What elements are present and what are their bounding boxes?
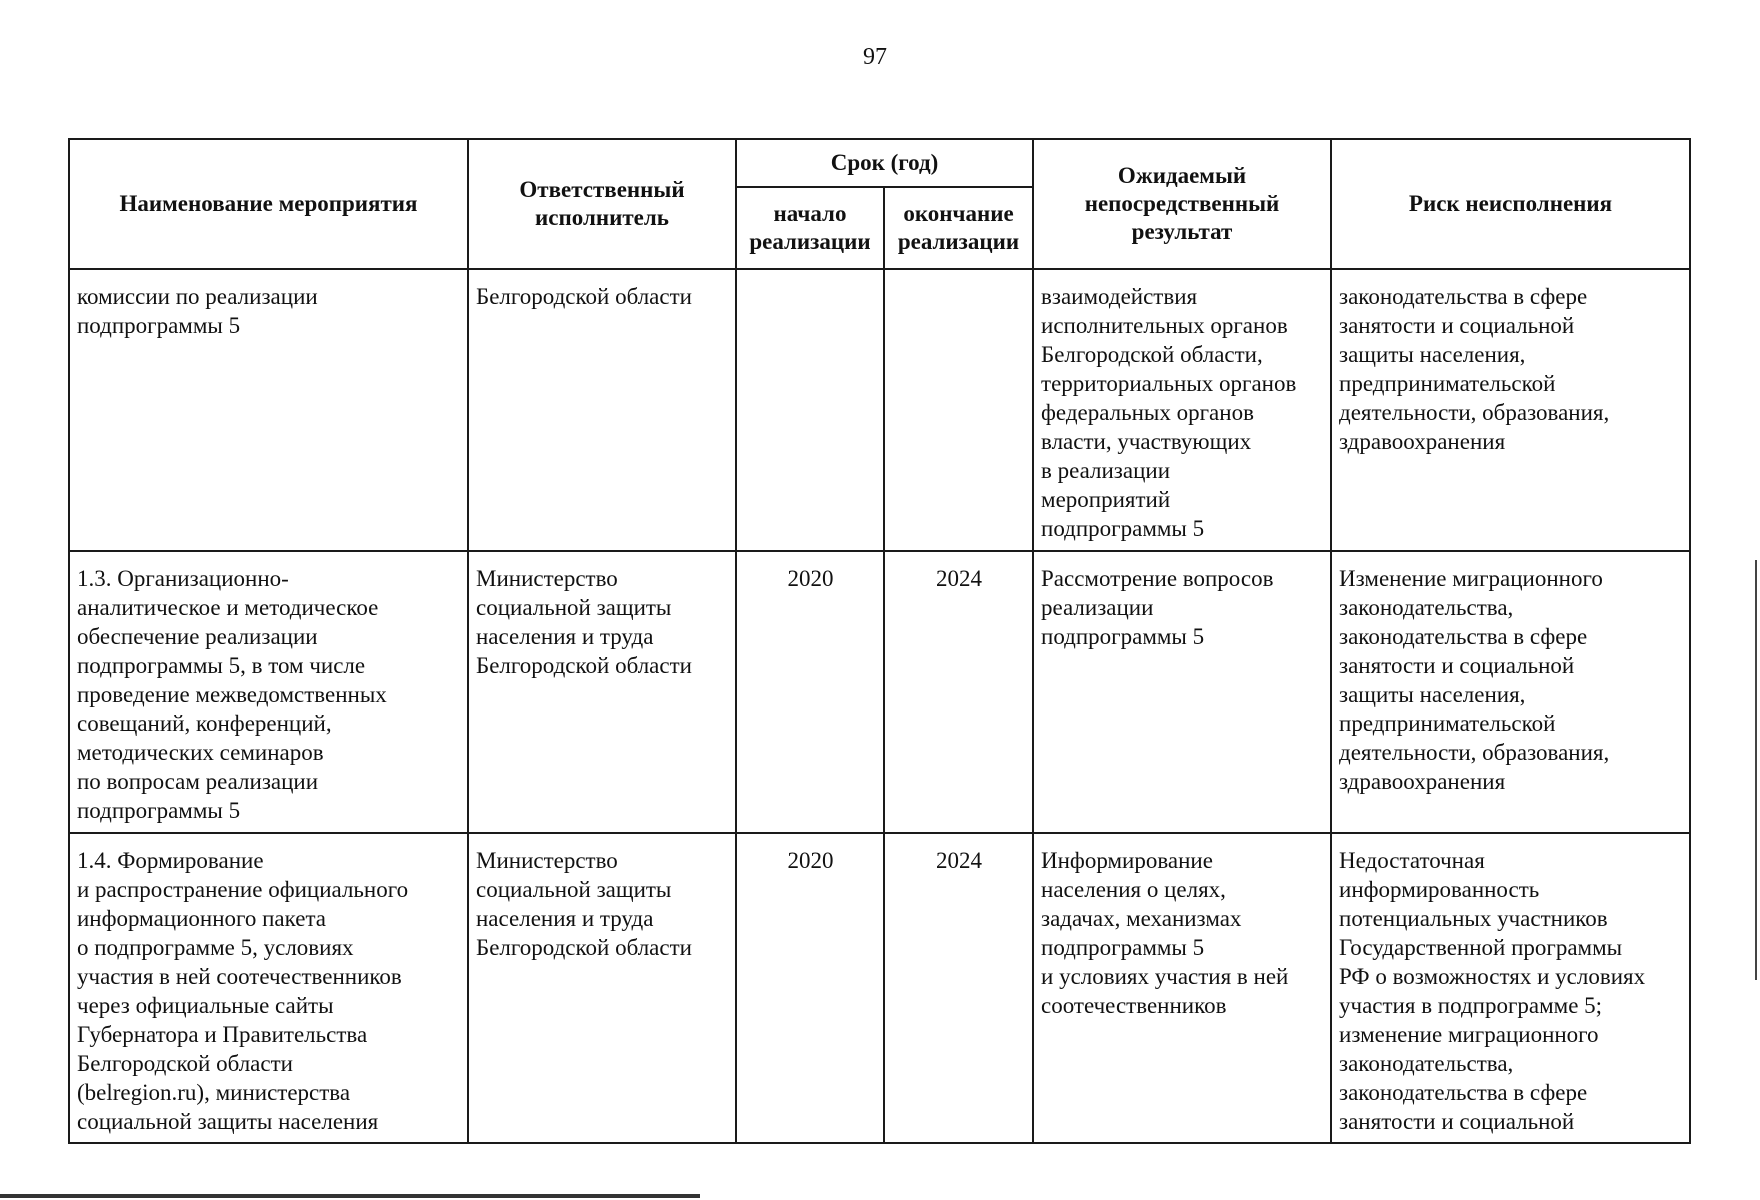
text-line: законодательства в сфере (1339, 624, 1588, 649)
text-line: комиссии по реализации (77, 284, 318, 309)
text-line: предпринимательской (1339, 711, 1556, 736)
table-row (69, 269, 1690, 551)
text-line: аналитическое и методическое (77, 595, 379, 620)
text-line: подпрограммы 5 (1041, 935, 1205, 960)
events-table (68, 138, 1691, 1144)
header-line: Срок (год) (830, 150, 939, 175)
cell-result (1033, 833, 1331, 1143)
text-line: подпрограммы 5 (1041, 624, 1205, 649)
cell-executor (468, 269, 736, 551)
text-line: совещаний, конференций, (77, 711, 332, 736)
text-line: Государственной программы (1339, 935, 1623, 960)
cell-result (1033, 551, 1331, 833)
text-line: информированность (1339, 877, 1540, 902)
text-line: (belregion.ru), министерства (77, 1080, 351, 1105)
text-line: участия в ней соотечественников (77, 964, 402, 989)
text-line: социальной защиты (476, 877, 672, 902)
text-line: подпрограммы 5 (77, 798, 241, 823)
text-line: здравоохранения (1339, 769, 1506, 794)
text-line: 1.4. Формирование (77, 848, 264, 873)
text-line: методических семинаров (77, 740, 324, 765)
cell-risk (1331, 833, 1690, 1143)
header-name (69, 139, 468, 269)
text-line: потенциальных участников (1339, 906, 1608, 931)
header-line: непосредственный (1084, 191, 1280, 216)
header-end (884, 187, 1033, 269)
text-line: подпрограммы 5 (1041, 516, 1205, 541)
cell-start (736, 269, 884, 551)
text-line: социальной защиты населения (77, 1109, 379, 1134)
text-line: взаимодействия (1041, 284, 1198, 309)
header-line: Наименование мероприятия (119, 191, 418, 216)
header-line: Риск неисполнения (1408, 191, 1613, 216)
text-line: власти, участвующих (1041, 429, 1252, 454)
text-line: федеральных органов (1041, 400, 1254, 425)
text-line: занятости и социальной (1339, 313, 1575, 338)
text-line: обеспечение реализации (77, 624, 318, 649)
text-line: РФ о возможностях и условиях (1339, 964, 1646, 989)
text-line: защиты населения, (1339, 682, 1526, 707)
text-line: задачах, механизмах (1041, 906, 1242, 931)
header-result (1033, 139, 1331, 269)
scan-artifact-bar (0, 1194, 700, 1198)
cell-risk (1331, 269, 1690, 551)
header-line: реализации (749, 229, 871, 254)
text-line: Белгородской области (77, 1051, 293, 1076)
text-line: подпрограммы 5 (77, 313, 241, 338)
header-line: начало (773, 201, 847, 226)
text-line: реализации (1041, 595, 1154, 620)
header-start (736, 187, 884, 269)
text-line: 1.3. Организационно- (77, 566, 289, 591)
text-line: по вопросам реализации (77, 769, 319, 794)
table-row (69, 833, 1690, 1143)
cell-executor (468, 551, 736, 833)
cell-start: 2020 (736, 833, 884, 1143)
text-line: исполнительных органов (1041, 313, 1288, 338)
text-line: законодательства, (1339, 595, 1514, 620)
text-line: деятельности, образования, (1339, 400, 1610, 425)
text-line: деятельности, образования, (1339, 740, 1610, 765)
text-line: занятости и социальной (1339, 653, 1575, 678)
text-line: и условиях участия в ней (1041, 964, 1289, 989)
text-line: подпрограммы 5, в том числе (77, 653, 366, 678)
page-number: 97 (863, 44, 887, 70)
text-line: и распространение официального (77, 877, 409, 902)
cell-end: 2024 (884, 833, 1033, 1143)
header-line: Ответственный (519, 177, 685, 202)
header-line: Ожидаемый (1117, 163, 1247, 188)
cell-risk (1331, 551, 1690, 833)
header-line: результат (1131, 219, 1233, 244)
text-line: здравоохранения (1339, 429, 1506, 454)
text-line: Белгородской области (476, 935, 692, 960)
text-line: соотечественников (1041, 993, 1227, 1018)
text-line: Министерство (476, 566, 618, 591)
cell-end: 2024 (884, 551, 1033, 833)
text-line: Белгородской области, (1041, 342, 1263, 367)
text-line: социальной защиты (476, 595, 672, 620)
cell-end (884, 269, 1033, 551)
text-line: о подпрограмме 5, условиях (77, 935, 354, 960)
text-line: Губернатора и Правительства (77, 1022, 368, 1047)
text-line: занятости и социальной (1339, 1109, 1575, 1134)
cell-executor (468, 833, 736, 1143)
text-line: населения и труда (476, 624, 654, 649)
cell-name (69, 833, 468, 1143)
text-line: населения и труда (476, 906, 654, 931)
text-line: территориальных органов (1041, 371, 1297, 396)
header-line: окончание (903, 201, 1014, 226)
text-line: законодательства в сфере (1339, 284, 1588, 309)
text-line: Министерство (476, 848, 618, 873)
table-row (69, 551, 1690, 833)
header-line: исполнитель (535, 205, 669, 230)
text-line: законодательства в сфере (1339, 1080, 1588, 1105)
header-period (736, 139, 1033, 187)
table-header (69, 139, 1690, 269)
text-line: мероприятий (1041, 487, 1171, 512)
text-line: через официальные сайты (77, 993, 334, 1018)
header-executor (468, 139, 736, 269)
cell-name (69, 269, 468, 551)
text-line: Недостаточная (1339, 848, 1485, 873)
text-line: Белгородской области (476, 284, 692, 309)
text-line: Информирование (1041, 848, 1213, 873)
text-line: защиты населения, (1339, 342, 1526, 367)
cell-start: 2020 (736, 551, 884, 833)
text-line: населения о целях, (1041, 877, 1226, 902)
text-line: Рассмотрение вопросов (1041, 566, 1274, 591)
text-line: Изменение миграционного (1339, 566, 1603, 591)
text-line: информационного пакета (77, 906, 326, 931)
text-line: проведение межведомственных (77, 682, 387, 707)
text-line: законодательства, (1339, 1051, 1514, 1076)
scan-artifact-edge (1755, 560, 1757, 980)
header-risk (1331, 139, 1690, 269)
cell-name (69, 551, 468, 833)
text-line: предпринимательской (1339, 371, 1556, 396)
cell-result (1033, 269, 1331, 551)
text-line: участия в подпрограмме 5; (1339, 993, 1603, 1018)
text-line: в реализации (1041, 458, 1171, 483)
text-line: Белгородской области (476, 653, 692, 678)
header-line: реализации (897, 229, 1020, 254)
text-line: изменение миграционного (1339, 1022, 1599, 1047)
